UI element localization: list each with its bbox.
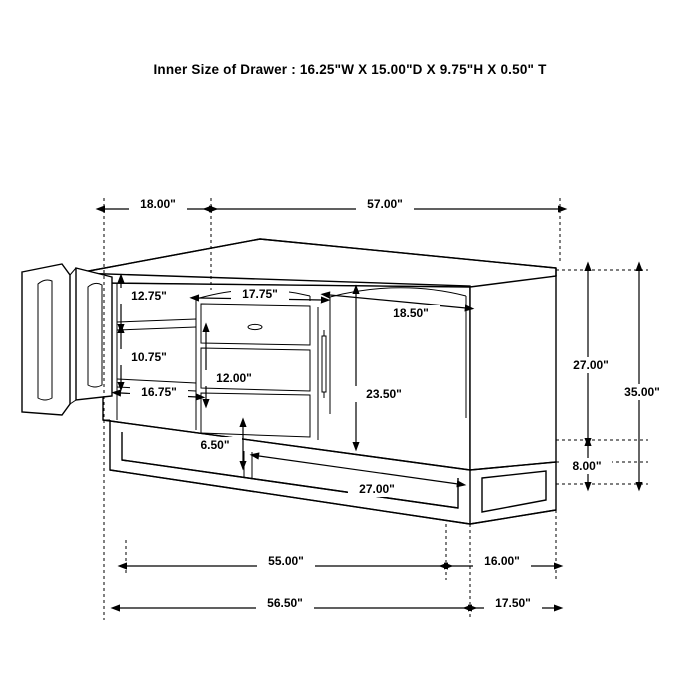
dim-label-1275: 12.75" xyxy=(131,289,167,303)
dim-label-2700-body: 27.00" xyxy=(573,358,609,372)
dim-label-1675: 16.75" xyxy=(141,385,177,399)
dim-label-3500: 35.00" xyxy=(624,385,660,399)
dim-label-1850: 18.50" xyxy=(393,306,429,320)
dim-bottom-width-565 xyxy=(120,595,469,611)
dim-label-1200: 12.00" xyxy=(216,371,252,385)
page-title-value: : 16.25"W X 15.00"D X 9.75"H X 0.50" T xyxy=(291,62,547,77)
dim-label-800: 8.00" xyxy=(572,459,602,473)
dim-top-left-width xyxy=(105,196,210,212)
dim-label-5500: 55.00" xyxy=(268,554,304,568)
dim-label-18: 18.00" xyxy=(140,197,176,211)
dim-top-right-width xyxy=(212,196,559,212)
dim-bottom-depth-175 xyxy=(472,595,555,611)
dim-body-height xyxy=(562,271,620,439)
dim-label-57: 57.00" xyxy=(367,197,403,211)
dim-label-1750: 17.50" xyxy=(495,596,531,610)
dim-label-2350: 23.50" xyxy=(366,387,402,401)
dim-shelf-width xyxy=(121,384,197,400)
dim-label-1075: 10.75" xyxy=(131,350,167,364)
dim-label-1775: 17.75" xyxy=(242,287,278,301)
dim-label-5650: 56.50" xyxy=(267,596,303,610)
dim-bottom-width-55 xyxy=(127,553,445,569)
open-left-doors xyxy=(22,264,112,415)
dim-label-1600: 16.00" xyxy=(484,554,520,568)
dim-bottom-depth-16 xyxy=(448,553,555,569)
dim-overall-height xyxy=(613,271,671,483)
dim-leg-height xyxy=(562,446,612,483)
dim-label-2700-rail: 27.00" xyxy=(359,482,395,496)
dim-label-650: 6.50" xyxy=(200,438,230,452)
page-title-lead: Inner Size of Drawer xyxy=(153,62,288,77)
